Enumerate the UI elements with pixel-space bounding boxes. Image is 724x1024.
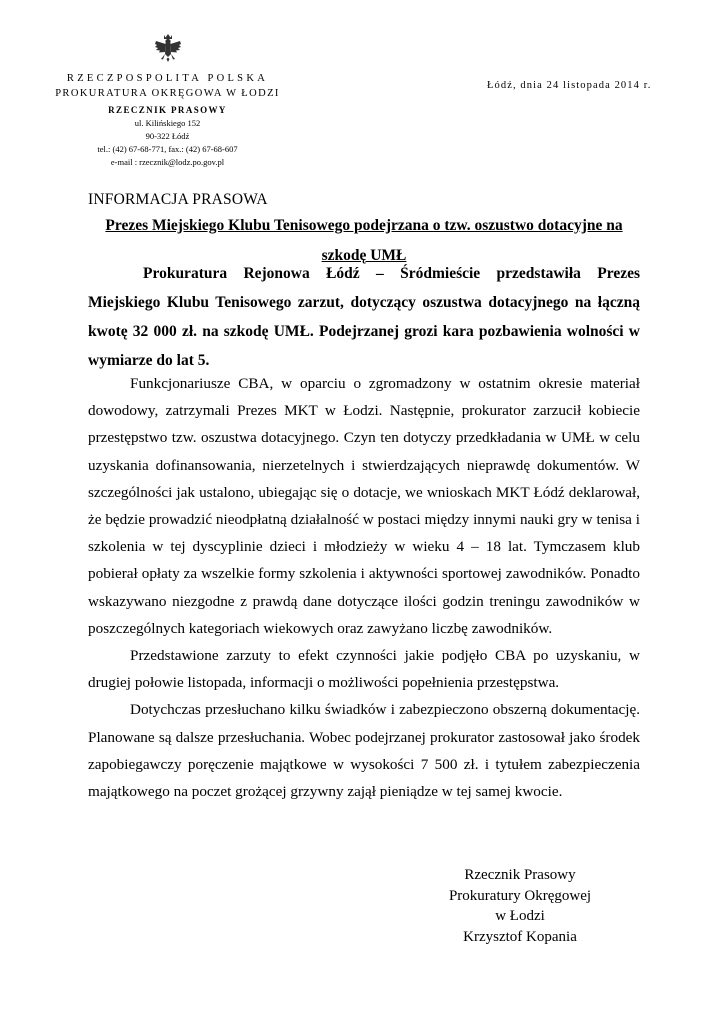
letterhead — [40, 32, 295, 169]
address-postal: 90-322 Łódź — [145, 131, 190, 141]
press-release-title: Prezes Miejskiego Klubu Tenisowego podejrzana o tzw. oszustwo dotacyjne na szkodę UMŁ — [105, 217, 623, 264]
signature-office: Prokuratury Okręgowej — [448, 887, 592, 904]
country-name: RZECZPOSPOLITA POLSKA — [66, 73, 269, 84]
body-paragraph: Funkcjonariusze CBA, w oparciu o zgromadzony w ostatnim okresie materiał dowodowy, zatrzymali Prezes MKT w Łodzi. Następnie, prokurator zarzucił kobiecie przestępstwo tzw. oszustwa dotacyjnego. Czyn ten dotyczy przedkładania w UMŁ w celu uzyskania dofinansowania, nierzetelnych i stwierdzających nieprawdę dokumentów. W szczególności jak ustalono, ubiegając się o dotacje, we wnioskach MKT Łódź deklarował, że będzie prowadzić nieodpłatną działalność w postaci między innymi nauki gry w tenisa i szkolenia w tej dyscyplinie dzieci i młodzieży w wieku 4 – 18 lat. Tymczasem klub pobierał opłaty za wszelkie formy szkolenia i aktywności sportowej zawodników. Ponadto wskazywano niezgodne z prawdą dane dotyczące ilości godzin treningu zawodników w poszczególnych kategoriach wiekowych oraz zawyżano liczbę zawodników. — [88, 375, 640, 637]
department-name: RZECZNIK PRASOWY — [108, 105, 227, 115]
eagle-emblem-icon — [153, 32, 183, 66]
contact-email: e-mail : rzecznik@lodz.po.gov.pl — [110, 157, 225, 167]
document-type-label: INFORMACJA PRASOWA — [88, 191, 268, 208]
lead-paragraph: Prokuratura Rejonowa Łódź – Śródmieście przedstawiła Prezes Miejskiego Klubu Tenisowego zarzut, dotyczący oszustwa dotacyjnego na łączną kwotę 32 000 zł. na szkodę UMŁ. Podejrzanej grozi kara pozbawienia wolności w wymiarze do lat 5. — [88, 265, 640, 369]
body-paragraph: Dotychczas przesłuchano kilku świadków i zabezpieczono obszerną dokumentację. Planowane są dalsze przesłuchania. Wobec podejrzanej prokurator zastosował jako środek zapobiegawczy poręczenie majątkowe w wysokości 7 500 zł. i tytułem zabezpieczenia majątkowego na poczet grożącej grzywny zajął pieniądze w tej samej kwocie. — [88, 701, 640, 801]
address-street: ul. Kilińskiego 152 — [134, 118, 201, 128]
contact-phone: tel.: (42) 67-68-771, fax.: (42) 67-68-607 — [97, 144, 238, 154]
signature-role: Rzecznik Prasowy — [464, 867, 576, 883]
signature-city: w Łodzi — [495, 908, 545, 924]
body-text — [88, 370, 640, 805]
document-date: Łódź, dnia 24 listopada 2014 r. — [487, 80, 652, 91]
office-name: PROKURATURA OKRĘGOWA W ŁODZI — [55, 88, 280, 99]
body-paragraph: Przedstawione zarzuty to efekt czynności jakie podjęło CBA po uzyskaniu, w drugiej połowie listopada, informacji o możliwości popełnienia przestępstwa. — [88, 647, 640, 692]
signature-block — [430, 865, 610, 947]
signature-name: Krzysztof Kopania — [463, 928, 577, 945]
